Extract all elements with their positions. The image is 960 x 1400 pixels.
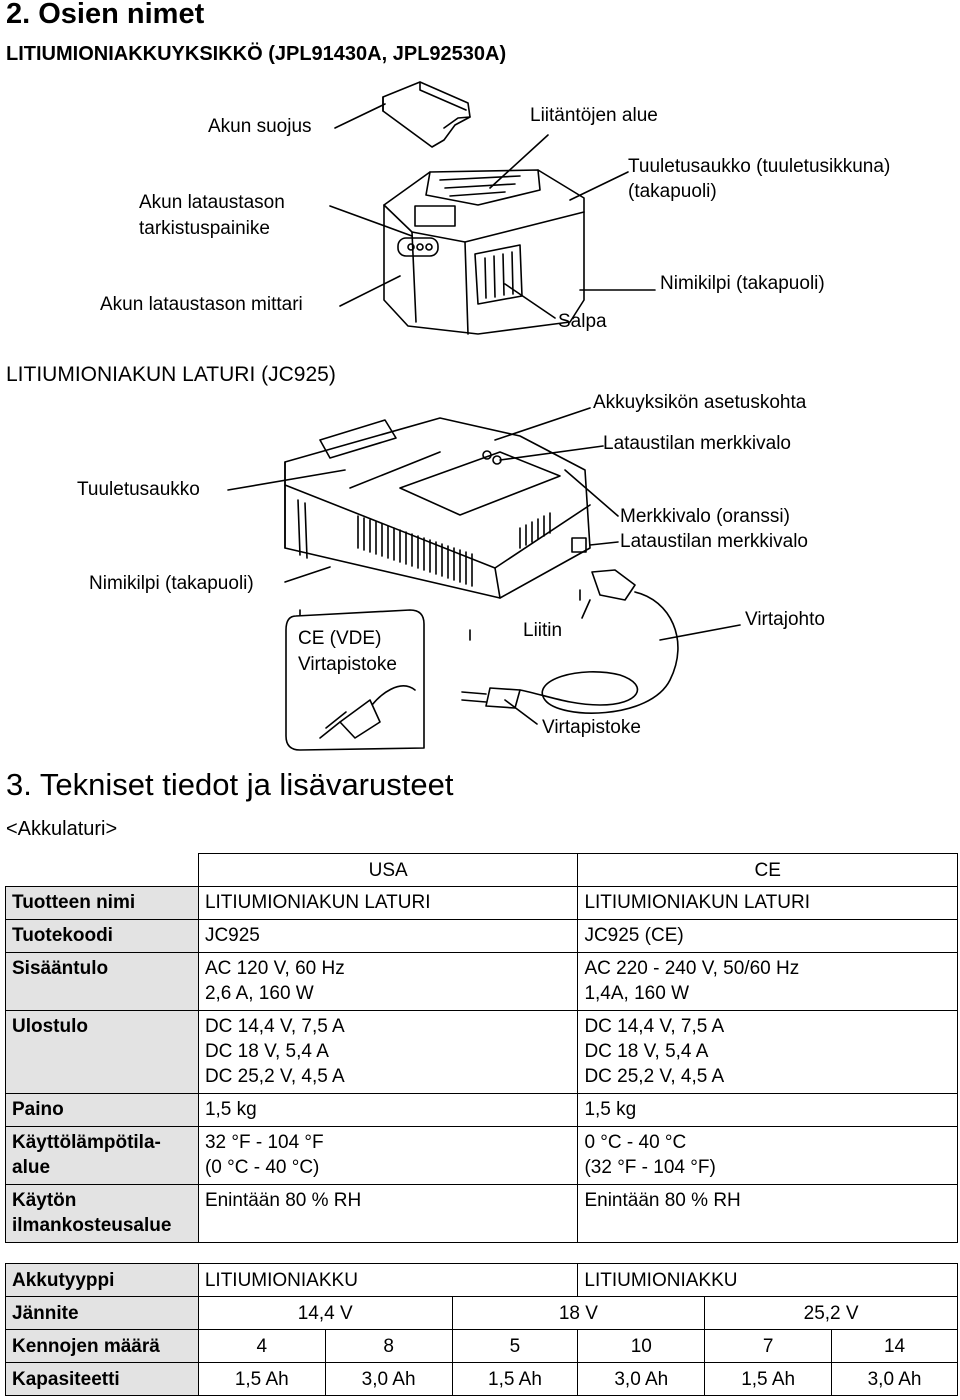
capacity-value: 3,0 Ah	[325, 1363, 452, 1396]
spec-row	[6, 920, 958, 953]
cells-value: 7	[705, 1330, 832, 1363]
battery-table	[5, 1263, 958, 1396]
battery-type-label: Akkutyyppi	[6, 1264, 199, 1297]
label-ce-1: CE (VDE)	[298, 628, 382, 649]
spec-row-label-line: Käytön	[12, 1190, 77, 1211]
capacity-value: 1,5 Ah	[198, 1363, 325, 1396]
cells-value: 8	[325, 1330, 452, 1363]
cells-label: Kennojen määrä	[6, 1330, 199, 1363]
spec-ce-line: AC 220 - 240 V, 50/60 Hz	[584, 958, 800, 979]
cells-value: 5	[452, 1330, 578, 1363]
header-usa: USA	[198, 854, 578, 887]
spec-usa-line: LITIUMIONIAKUN LATURI	[204, 892, 431, 913]
spec-ce-value	[578, 920, 958, 953]
spec-usa-line: DC 25,2 V, 4,5 A	[204, 1066, 345, 1087]
voltage-value: 18 V	[452, 1297, 705, 1330]
section-3-subtitle: <Akkulaturi>	[6, 818, 118, 840]
spec-usa-line: DC 14,4 V, 7,5 A	[204, 1016, 345, 1037]
spec-row-label	[6, 920, 199, 953]
spec-usa-value	[198, 887, 578, 920]
spec-ce-line: JC925 (CE)	[584, 925, 684, 946]
section-2-title: 2. Osien nimet	[6, 0, 205, 30]
row-battery-type	[6, 1264, 958, 1297]
spec-usa-line: Enintään 80 % RH	[204, 1190, 362, 1211]
label-check-button-1: Akun lataustason	[139, 192, 285, 213]
label-vent-2: (takapuoli)	[628, 181, 717, 202]
spec-usa-line: 1,5 kg	[204, 1099, 257, 1120]
row-capacity	[6, 1363, 958, 1396]
voltage-label: Jännite	[6, 1297, 199, 1330]
spec-row-label	[6, 1185, 199, 1243]
header-blank	[6, 854, 199, 887]
battery-heading: LITIUMIONIAKKUYKSIKKÖ (JPL91430A, JPL92530A)	[6, 43, 507, 65]
label-terminals: Liitäntöjen alue	[530, 105, 658, 126]
spec-ce-line: (32 °F - 104 °F)	[584, 1157, 716, 1178]
label-gauge: Akun lataustason mittari	[100, 294, 303, 315]
spec-ce-value	[578, 1011, 958, 1094]
spec-row-label-line: Paino	[12, 1099, 64, 1120]
spec-row	[6, 1094, 958, 1127]
label-battery-cover: Akun suojus	[208, 116, 312, 137]
spec-row-label	[6, 1094, 199, 1127]
label-orange-2: Lataustilan merkkivalo	[620, 531, 808, 552]
cells-value: 10	[578, 1330, 705, 1363]
battery-type-ce: LITIUMIONIAKKU	[578, 1264, 958, 1297]
spec-usa-value	[198, 1127, 578, 1185]
spec-ce-line: DC 18 V, 5,4 A	[584, 1041, 709, 1062]
spec-ce-line: DC 25,2 V, 4,5 A	[584, 1066, 725, 1087]
spec-row	[6, 1011, 958, 1094]
spec-usa-value	[198, 920, 578, 953]
spec-row-label	[6, 887, 199, 920]
spec-usa-line: 32 °F - 104 °F	[204, 1132, 324, 1153]
charger-drawing	[285, 418, 590, 640]
spec-ce-value	[578, 1094, 958, 1127]
spec-row-label-line: alue	[12, 1157, 51, 1178]
spec-row-label-line: ilmankosteusalue	[12, 1215, 172, 1236]
spec-ce-line: Enintään 80 % RH	[584, 1190, 741, 1211]
spec-ce-line: DC 14,4 V, 7,5 A	[584, 1016, 725, 1037]
capacity-value: 3,0 Ah	[578, 1363, 705, 1396]
spec-usa-line: AC 120 V, 60 Hz	[204, 958, 345, 979]
spec-ce-value	[578, 1127, 958, 1185]
voltage-value: 14,4 V	[198, 1297, 452, 1330]
spec-row-label-line: Tuotekoodi	[12, 925, 113, 946]
spec-usa-line: (0 °C - 40 °C)	[204, 1157, 320, 1178]
label-latch: Salpa	[558, 311, 607, 332]
spec-usa-value	[198, 1011, 578, 1094]
spec-row-label	[6, 1127, 199, 1185]
capacity-label: Kapasiteetti	[6, 1363, 199, 1396]
spec-row-label-line: Käyttölämpötila-	[12, 1132, 161, 1153]
row-voltage	[6, 1297, 958, 1330]
label-plug: Virtapistoke	[542, 717, 641, 738]
section-3-title: 3. Tekniset tiedot ja lisävarusteet	[6, 767, 454, 802]
battery-type-usa: LITIUMIONIAKKU	[198, 1264, 578, 1297]
battery-cover-drawing	[383, 82, 470, 147]
spec-row-label	[6, 1011, 199, 1094]
label-cord: Virtajohto	[745, 609, 825, 630]
label-indicator: Lataustilan merkkivalo	[603, 433, 791, 454]
spec-usa-line: 2,6 A, 160 W	[204, 983, 314, 1004]
row-cells	[6, 1330, 958, 1363]
spec-row-label-line: Sisääntulo	[12, 958, 109, 979]
label-charger-vent: Tuuletusaukko	[77, 479, 200, 500]
label-charger-nameplate: Nimikilpi (takapuoli)	[89, 573, 254, 594]
spec-ce-value	[578, 887, 958, 920]
spec-ce-line: 1,5 kg	[584, 1099, 637, 1120]
spec-ce-line: 0 °C - 40 °C	[584, 1132, 687, 1153]
label-check-button-2: tarkistuspainike	[139, 218, 270, 239]
spec-ce-value	[578, 1185, 958, 1243]
battery-pack-drawing	[384, 170, 584, 334]
spec-usa-line: JC925	[204, 925, 260, 946]
label-mount: Akkuyksikön asetuskohta	[593, 392, 807, 413]
cells-value: 4	[198, 1330, 325, 1363]
spec-usa-line: DC 18 V, 5,4 A	[204, 1041, 329, 1062]
label-battery-nameplate: Nimikilpi (takapuoli)	[660, 273, 825, 294]
voltage-value: 25,2 V	[705, 1297, 958, 1330]
label-vent-1: Tuuletusaukko (tuuletusikkuna)	[628, 156, 891, 177]
label-orange-1: Merkkivalo (oranssi)	[620, 506, 790, 527]
label-connector: Liitin	[523, 620, 563, 641]
charger-heading: LITIUMIONIAKUN LATURI (JC925)	[6, 363, 336, 386]
spec-row	[6, 887, 958, 920]
spec-row	[6, 1185, 958, 1243]
spec-row-label-line: Ulostulo	[12, 1016, 88, 1037]
spec-ce-value	[578, 953, 958, 1011]
spec-row-label	[6, 953, 199, 1011]
capacity-value: 1,5 Ah	[452, 1363, 578, 1396]
spec-ce-line: LITIUMIONIAKUN LATURI	[584, 892, 811, 913]
spec-ce-line: 1,4A, 160 W	[584, 983, 690, 1004]
spec-usa-value	[198, 1185, 578, 1243]
spec-usa-value	[198, 1094, 578, 1127]
spec-table	[5, 853, 958, 1243]
spec-table-header	[6, 854, 958, 887]
spec-row	[6, 953, 958, 1011]
capacity-value: 1,5 Ah	[705, 1363, 832, 1396]
spec-row	[6, 1127, 958, 1185]
spec-rows	[6, 887, 958, 1243]
header-ce: CE	[578, 854, 958, 887]
spec-row-label-line: Tuotteen nimi	[12, 892, 136, 913]
capacity-value: 3,0 Ah	[832, 1363, 958, 1396]
spec-usa-value	[198, 953, 578, 1011]
cells-value: 14	[832, 1330, 958, 1363]
label-ce-2: Virtapistoke	[298, 654, 397, 675]
